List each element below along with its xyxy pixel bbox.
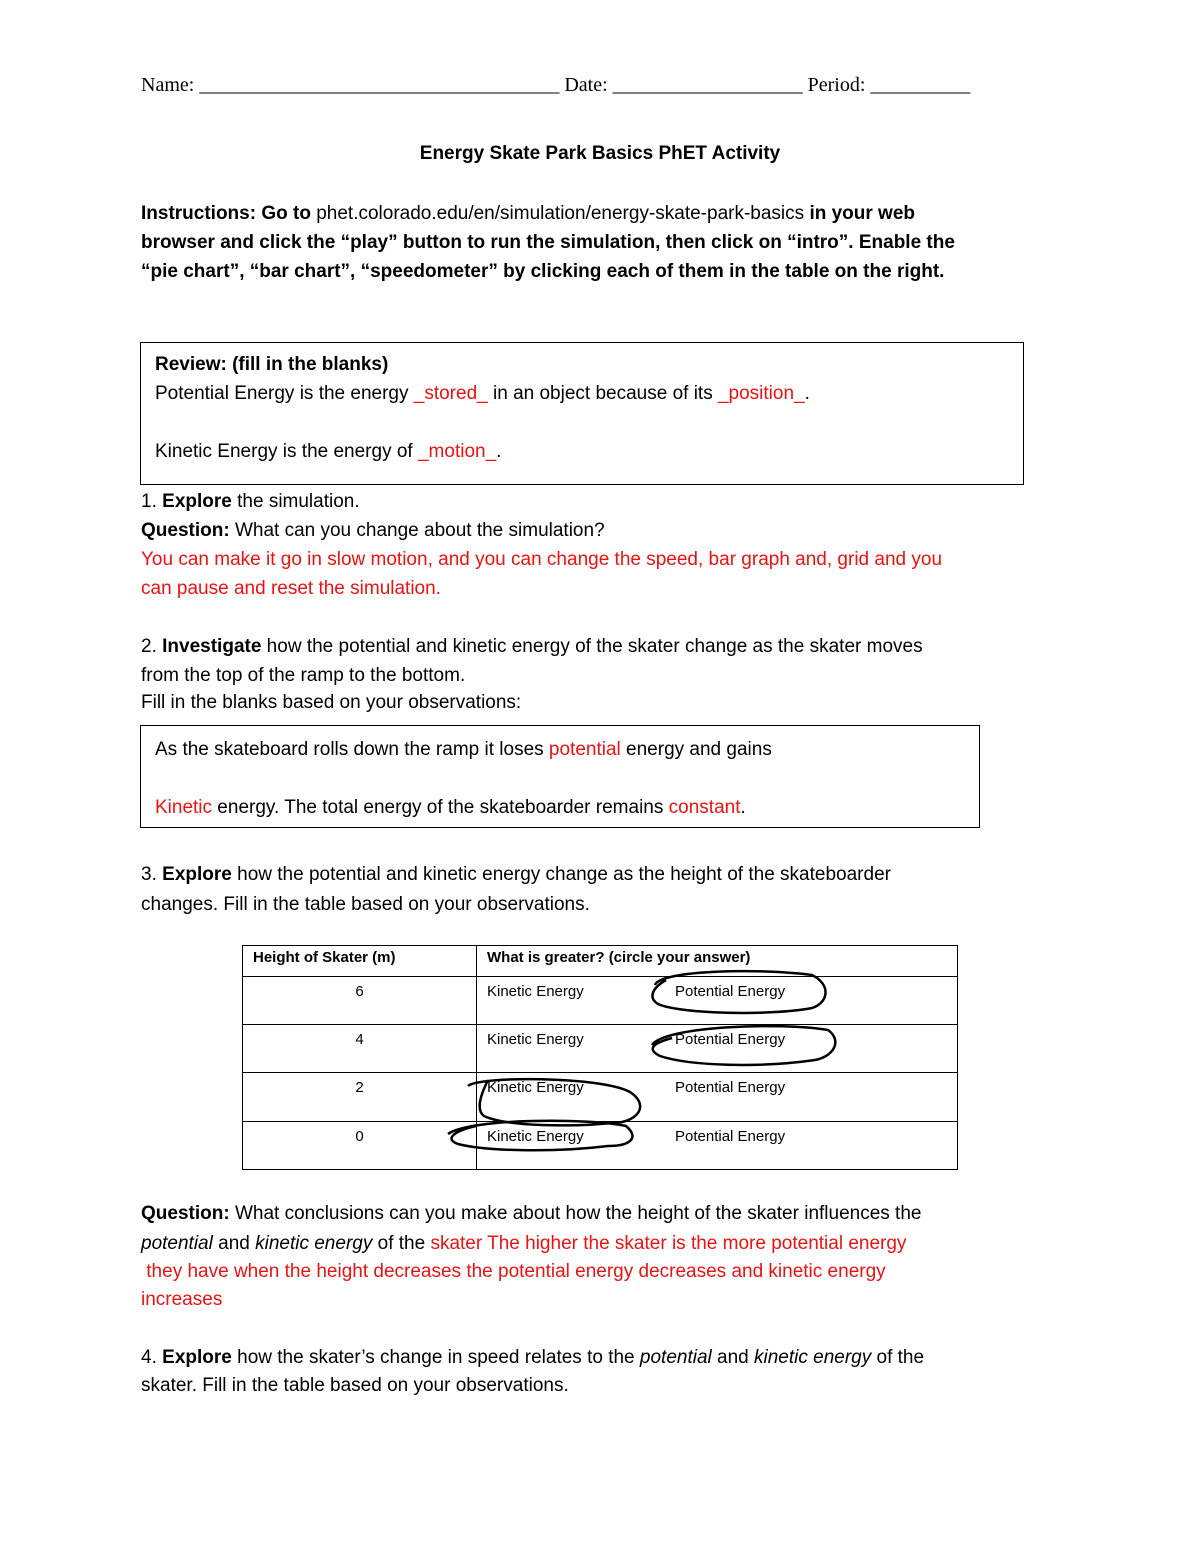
answer-constant: constant xyxy=(668,797,741,818)
q3-and: and xyxy=(212,1233,256,1254)
table-header-row xyxy=(243,946,958,977)
answer-cell xyxy=(477,1122,958,1170)
table-header-greater: What is greater? (circle your answer) xyxy=(477,946,958,977)
q2-box-line-1 xyxy=(155,736,772,764)
q1-question-label: Question: xyxy=(141,520,230,541)
option-potential[interactable]: Potential Energy xyxy=(675,983,786,1000)
q3-of: of the xyxy=(372,1233,431,1254)
review-ke-pre: Kinetic Energy is the energy of xyxy=(155,441,418,462)
height-cell: 6 xyxy=(243,977,477,1025)
instructions-line-2: browser and click the “play” button to run the simulation, then click on “intro”. Enable the xyxy=(141,232,955,253)
q2-line-2: from the top of the ramp to the bottom. xyxy=(141,665,466,686)
q1-answer-line-1: You can make it go in slow motion, and you can change the speed, bar graph and, grid and you xyxy=(141,549,943,570)
option-kinetic[interactable]: Kinetic Energy xyxy=(487,1128,584,1145)
q1-rest: the simulation. xyxy=(231,491,360,512)
option-kinetic[interactable]: Kinetic Energy xyxy=(487,1079,584,1096)
q1-verb: Explore xyxy=(162,491,232,512)
q1-number: 1. xyxy=(141,491,157,512)
name-label: Name: xyxy=(141,74,195,96)
q4-italic-kinetic: kinetic energy xyxy=(754,1347,872,1368)
date-label: Date: xyxy=(564,74,608,96)
option-kinetic[interactable]: Kinetic Energy xyxy=(487,983,584,1000)
answer-potential: potential xyxy=(548,739,621,760)
table-row xyxy=(243,1073,958,1122)
q3-answer-start: skater The higher the skater is the more potential energy xyxy=(430,1233,907,1254)
q2-box-mid2: energy. The total energy of the skateboarder remains xyxy=(212,797,669,818)
q4-line xyxy=(141,1344,924,1372)
answer-cell xyxy=(477,1025,958,1073)
q3-italic-kinetic: kinetic energy xyxy=(255,1233,373,1254)
q2-box-line-2 xyxy=(155,794,746,822)
table-row xyxy=(243,1122,958,1170)
height-energy-table xyxy=(242,945,958,1170)
height-cell: 2 xyxy=(243,1073,477,1122)
q2-number: 2. xyxy=(141,636,157,657)
name-blank: ____________________________________ xyxy=(199,74,560,96)
review-heading: Review: (fill in the blanks) xyxy=(155,354,389,375)
q2-box-end: . xyxy=(740,797,746,818)
q4-number: 4. xyxy=(141,1347,157,1368)
option-potential[interactable]: Potential Energy xyxy=(675,1031,786,1048)
option-potential[interactable]: Potential Energy xyxy=(675,1079,786,1096)
instructions-line-1 xyxy=(141,200,915,228)
q4-rest2: of the xyxy=(871,1347,925,1368)
option-potential[interactable]: Potential Energy xyxy=(675,1128,786,1145)
q4-rest1: how the skater’s change in speed relates to the xyxy=(231,1347,640,1368)
q1-answer-line-2: can pause and reset the simulation. xyxy=(141,578,441,599)
q3-line-2: changes. Fill in the table based on your observations. xyxy=(141,894,590,915)
review-ke-line xyxy=(155,438,501,466)
instructions-label: Instructions: Go to xyxy=(141,203,311,224)
answer-kinetic: Kinetic xyxy=(155,797,213,818)
q3-question-line-2 xyxy=(141,1230,906,1258)
q3-question-text: What conclusions can you make about how the height of the skater influences the xyxy=(229,1203,922,1224)
table-header-height: Height of Skater (m) xyxy=(243,946,477,977)
answer-position: _position_ xyxy=(717,383,805,404)
q4-italic-potential: potential xyxy=(639,1347,712,1368)
q2-box-mid: energy and gains xyxy=(620,739,772,760)
page-title: Energy Skate Park Basics PhET Activity xyxy=(419,143,781,164)
answer-motion: _motion_ xyxy=(417,441,497,462)
height-cell: 4 xyxy=(243,1025,477,1073)
q4-verb: Explore xyxy=(162,1347,232,1368)
q4-and: and xyxy=(711,1347,755,1368)
option-kinetic[interactable]: Kinetic Energy xyxy=(487,1031,584,1048)
q4-line-2: skater. Fill in the table based on your observations. xyxy=(141,1375,569,1396)
instructions-line-3: “pie chart”, “bar chart”, “speedometer” by clicking each of them in the table on the right. xyxy=(141,261,945,282)
q3-answer-line-2: they have when the height decreases the potential energy decreases and kinetic energy xyxy=(141,1261,886,1282)
instructions-after-url: in your web xyxy=(809,203,916,224)
table-row xyxy=(243,1025,958,1073)
review-pe-mid: in an object because of its xyxy=(487,383,718,404)
q2-line-3: Fill in the blanks based on your observations: xyxy=(141,692,522,713)
answer-cell xyxy=(477,1073,958,1122)
q2-line xyxy=(141,633,923,661)
q3-question xyxy=(141,1200,921,1228)
q2-box-pre: As the skateboard rolls down the ramp it loses xyxy=(155,739,549,760)
q2-rest: how the potential and kinetic energy of the skater change as the skater moves xyxy=(261,636,923,657)
q3-line xyxy=(141,861,891,889)
q1-question-text: What can you change about the simulation? xyxy=(229,520,605,541)
q3-answer-line-3: increases xyxy=(141,1289,223,1310)
period-label: Period: xyxy=(807,74,866,96)
q3-number: 3. xyxy=(141,864,157,885)
date-blank: ___________________ xyxy=(612,74,803,96)
q1-line xyxy=(141,488,360,516)
q3-italic-potential: potential xyxy=(141,1233,213,1254)
header-line xyxy=(141,74,970,97)
q2-verb: Investigate xyxy=(162,636,262,657)
review-ke-end: . xyxy=(496,441,502,462)
review-pe-pre: Potential Energy is the energy xyxy=(155,383,414,404)
review-pe-end: . xyxy=(804,383,810,404)
review-pe-line xyxy=(155,380,810,408)
answer-cell xyxy=(477,977,958,1025)
q3-verb: Explore xyxy=(162,864,232,885)
height-cell: 0 xyxy=(243,1122,477,1170)
instructions-url: phet.colorado.edu/en/simulation/energy-skate-park-basics xyxy=(316,203,805,224)
q3-question-label: Question: xyxy=(141,1203,230,1224)
answer-stored: _stored_ xyxy=(413,383,488,404)
q3-rest: how the potential and kinetic energy change as the height of the skateboarder xyxy=(231,864,891,885)
table-row xyxy=(243,977,958,1025)
period-blank: __________ xyxy=(870,74,971,96)
q1-question xyxy=(141,517,605,545)
